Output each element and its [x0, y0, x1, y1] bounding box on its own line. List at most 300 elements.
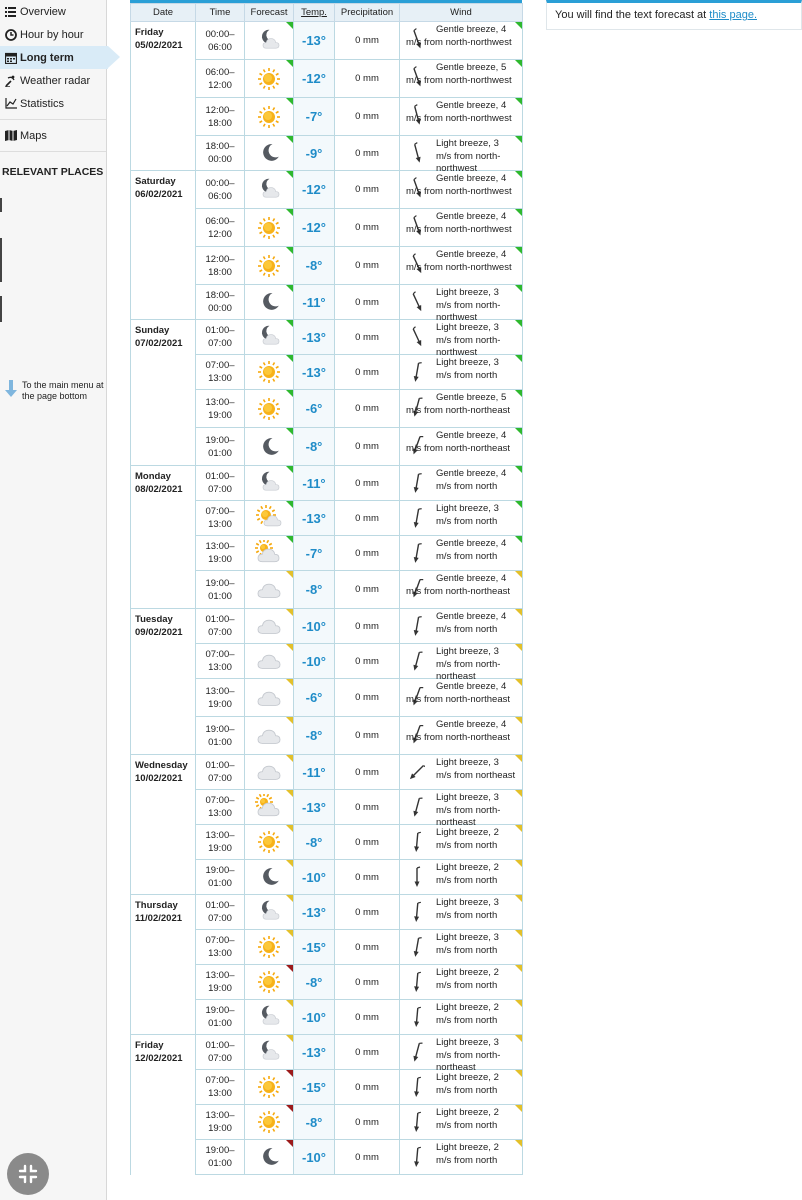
day-date: 11/02/2021: [135, 913, 183, 924]
temperature-cell: -13°: [294, 895, 335, 930]
wind-description: Gentle breeze, 4 m/s from north-northeast: [406, 681, 511, 705]
forecast-certainty-indicator: [286, 171, 293, 178]
time-start: 00:00–: [205, 177, 235, 189]
time-end: 01:00: [208, 1018, 232, 1029]
sun-icon: [245, 215, 293, 241]
forecast-cell[interactable]: [245, 536, 294, 571]
relevant-place-marker: [0, 238, 2, 282]
forecast-certainty-indicator: [286, 1000, 293, 1007]
time-cell: [196, 571, 245, 609]
day-date: 09/02/2021: [135, 627, 183, 638]
temperature-cell: -8°: [294, 825, 335, 860]
cloud-icon: [245, 648, 293, 674]
header-temp[interactable]: [294, 4, 335, 22]
sidebar-item-label: Long term: [20, 51, 74, 64]
wind-description: Light breeze, 2 m/s from north: [436, 1142, 499, 1166]
wind-certainty-indicator: [515, 22, 522, 29]
table-row: [131, 1035, 523, 1070]
wind-certainty-indicator: [515, 644, 522, 651]
day-date: 10/02/2021: [135, 773, 183, 784]
time-end: 19:00: [208, 409, 232, 421]
forecast-cell[interactable]: [245, 790, 294, 825]
wind-certainty-indicator: [515, 1140, 522, 1147]
partly-cloudy-night-icon: [245, 1004, 293, 1030]
forecast-cell[interactable]: [245, 825, 294, 860]
wind-certainty-indicator: [515, 98, 522, 105]
forecast-certainty-indicator: [286, 355, 293, 362]
time-start: 13:00–: [205, 1110, 235, 1121]
day-name: Sunday: [135, 325, 170, 336]
wind-cell: [400, 355, 523, 390]
day-cell: [131, 895, 196, 1035]
wind-description: Gentle breeze, 4 m/s from north-northwest: [406, 24, 512, 48]
day-cell: [131, 609, 196, 755]
day-cell: [131, 22, 196, 171]
sun-icon: [245, 104, 293, 130]
table-row: [131, 466, 523, 501]
sun-icon: [245, 969, 293, 995]
forecast-certainty-indicator: [286, 466, 293, 473]
precipitation-cell: 0 mm: [335, 571, 400, 609]
wind-certainty-indicator: [515, 895, 522, 902]
wind-certainty-indicator: [515, 609, 522, 616]
sidebar-item-label: Maps: [20, 129, 47, 142]
forecast-cell[interactable]: [245, 1140, 294, 1175]
sun-icon: [245, 829, 293, 855]
day-date: 12/02/2021: [135, 1053, 183, 1064]
time-start: 12:00–: [205, 104, 235, 116]
partly-cloudy-night-icon: [245, 470, 293, 496]
wind-cell: [400, 895, 523, 930]
forecast-certainty-indicator: [286, 536, 293, 543]
sidebar-item-overview[interactable]: [0, 0, 106, 23]
clock-icon: [4, 28, 17, 41]
to-main-menu-text: To the main menu at the page bottom: [22, 380, 104, 401]
forecast-certainty-indicator: [286, 755, 293, 762]
forecast-certainty-indicator: [286, 285, 293, 292]
header-temp-label[interactable]: Temp.: [301, 7, 327, 18]
wind-description: Light breeze, 3 m/s from north-northwest: [436, 322, 501, 358]
forecast-cell[interactable]: [245, 1105, 294, 1140]
temperature-cell: -10°: [294, 1000, 335, 1035]
forecast-cell[interactable]: [245, 679, 294, 717]
precipitation-cell: 0 mm: [335, 98, 400, 136]
wind-cell: [400, 930, 523, 965]
wind-description: Light breeze, 2 m/s from north: [436, 1107, 499, 1131]
time-end: 07:00: [208, 627, 232, 638]
precipitation-cell: 0 mm: [335, 644, 400, 679]
wind-description: Light breeze, 3 m/s from north: [436, 503, 499, 527]
wind-cell: [400, 60, 523, 98]
precipitation-cell: 0 mm: [335, 930, 400, 965]
time-end: 07:00: [208, 484, 232, 495]
partly-cloudy-night-icon: [245, 177, 293, 203]
sun-icon: [245, 253, 293, 279]
forecast-cell[interactable]: [245, 98, 294, 136]
cloud-icon: [245, 723, 293, 749]
partly-cloudy-night-icon: [245, 324, 293, 350]
forecast-certainty-indicator: [286, 22, 293, 29]
precipitation-cell: 0 mm: [335, 679, 400, 717]
forecast-cell[interactable]: [245, 717, 294, 755]
wind-description: Light breeze, 2 m/s from north: [436, 1072, 499, 1096]
wind-description: Gentle breeze, 4 m/s from north: [436, 538, 507, 562]
precipitation-cell: 0 mm: [335, 501, 400, 536]
time-start: 07:00–: [205, 795, 235, 806]
day-date: 06/02/2021: [135, 189, 183, 200]
wind-cell: [400, 965, 523, 1000]
day-cell: [131, 755, 196, 895]
sidebar-item-weather-radar[interactable]: [0, 69, 106, 92]
time-end: 01:00: [208, 447, 232, 459]
time-start: 13:00–: [205, 396, 235, 408]
temperature-cell: -15°: [294, 1070, 335, 1105]
precipitation-cell: 0 mm: [335, 790, 400, 825]
temperature-cell: -8°: [294, 571, 335, 609]
wind-description: Gentle breeze, 4 m/s from north-northwest: [406, 100, 512, 124]
temperature-cell: -11°: [294, 285, 335, 320]
forecast-cell[interactable]: [245, 428, 294, 466]
sidebar-item-hour-by-hour[interactable]: [0, 23, 106, 46]
sidebar-item-label: Weather radar: [20, 74, 91, 87]
wind-description: Light breeze, 3 m/s from north-northwest: [436, 287, 501, 323]
wind-cell: [400, 136, 523, 174]
temperature-cell: -8°: [294, 247, 335, 285]
time-end: 13:00: [208, 373, 232, 384]
time-end: 07:00: [208, 338, 232, 349]
wind-cell: [400, 390, 523, 428]
to-main-menu-link[interactable]: [4, 380, 104, 402]
wind-description: Light breeze, 3 m/s from northeast: [436, 757, 516, 781]
wind-cell: [400, 209, 523, 247]
temperature-cell: -12°: [294, 171, 335, 209]
sun-icon: [245, 359, 293, 385]
wind-cell: [400, 22, 523, 60]
wind-cell: [400, 98, 523, 136]
wind-certainty-indicator: [515, 1035, 522, 1042]
wind-description: Gentle breeze, 5 m/s from north-northwest: [406, 62, 512, 86]
temperature-cell: -8°: [294, 717, 335, 755]
table-row: [131, 171, 523, 209]
time-cell: [196, 644, 245, 679]
forecast-certainty-indicator: [286, 965, 293, 972]
temperature-cell: -15°: [294, 930, 335, 965]
sidebar-item-long-term[interactable]: [0, 46, 108, 69]
time-cell: [196, 536, 245, 571]
forecast-cell[interactable]: [245, 390, 294, 428]
sidebar-item-statistics[interactable]: [0, 92, 106, 115]
forecast-certainty-indicator: [286, 644, 293, 651]
forecast-cell[interactable]: [245, 320, 294, 355]
wind-certainty-indicator: [515, 790, 522, 797]
time-cell: [196, 1140, 245, 1175]
time-end: 12:00: [208, 228, 232, 240]
temperature-cell: -10°: [294, 1140, 335, 1175]
time-end: 18:00: [208, 117, 232, 129]
temperature-cell: -13°: [294, 355, 335, 390]
forecast-cell[interactable]: [245, 285, 294, 320]
wind-description: Gentle breeze, 4 m/s from north-northwest: [406, 173, 512, 197]
day-cell: [131, 171, 196, 320]
time-end: 13:00: [208, 808, 232, 819]
relevant-place-marker: [0, 296, 2, 322]
wind-description: Gentle breeze, 4 m/s from north-northeast: [406, 430, 511, 454]
temperature-cell: -8°: [294, 965, 335, 1000]
day-cell: [131, 466, 196, 609]
wind-description: Light breeze, 3 m/s from north: [436, 357, 499, 381]
wind-cell: [400, 790, 523, 828]
time-start: 18:00–: [205, 290, 235, 301]
wind-certainty-indicator: [515, 965, 522, 972]
time-end: 01:00: [208, 590, 232, 602]
time-cell: [196, 1105, 245, 1140]
time-cell: [196, 171, 245, 209]
partly-cloudy-day-icon: [245, 505, 293, 531]
sidebar-item-maps[interactable]: [0, 124, 106, 147]
day-date: 08/02/2021: [135, 484, 183, 495]
precipitation-cell: 0 mm: [335, 428, 400, 466]
forecast-cell[interactable]: [245, 22, 294, 60]
time-cell: [196, 825, 245, 860]
time-cell: [196, 355, 245, 390]
forecast-certainty-indicator: [286, 60, 293, 67]
wind-description: Light breeze, 2 m/s from north: [436, 862, 499, 886]
precipitation-cell: 0 mm: [335, 860, 400, 895]
forecast-cell[interactable]: [245, 501, 294, 536]
forecast-certainty-indicator: [286, 136, 293, 143]
precipitation-cell: 0 mm: [335, 825, 400, 860]
time-end: 12:00: [208, 79, 232, 91]
temperature-cell: -12°: [294, 60, 335, 98]
wind-description: Light breeze, 2 m/s from north: [436, 967, 499, 991]
time-end: 06:00: [208, 190, 232, 202]
partly-cloudy-night-icon: [245, 899, 293, 925]
wind-certainty-indicator: [515, 679, 522, 686]
temperature-cell: -8°: [294, 1105, 335, 1140]
time-start: 06:00–: [205, 66, 235, 78]
forecast-cell[interactable]: [245, 247, 294, 285]
forecast-certainty-indicator: [286, 717, 293, 724]
time-start: 13:00–: [205, 970, 235, 981]
time-cell: [196, 679, 245, 717]
forecast-cell[interactable]: [245, 136, 294, 171]
wind-certainty-indicator: [515, 320, 522, 327]
wind-certainty-indicator: [515, 860, 522, 867]
forecast-certainty-indicator: [286, 1035, 293, 1042]
temperature-cell: -11°: [294, 466, 335, 501]
partly-cloudy-night-icon: [245, 28, 293, 54]
time-end: 01:00: [208, 736, 232, 748]
time-cell: [196, 965, 245, 1000]
wind-description: Light breeze, 3 m/s from north-northeast: [436, 792, 501, 828]
forecast-certainty-indicator: [286, 209, 293, 216]
forecast-cell[interactable]: [245, 930, 294, 965]
wind-certainty-indicator: [515, 285, 522, 292]
precipitation-cell: 0 mm: [335, 609, 400, 644]
wind-cell: [400, 679, 523, 717]
forecast-cell[interactable]: [245, 209, 294, 247]
time-start: 19:00–: [205, 865, 235, 876]
sidebar-divider: [0, 151, 106, 152]
precipitation-cell: 0 mm: [335, 320, 400, 355]
forecast-cell[interactable]: [245, 60, 294, 98]
wind-cell: [400, 644, 523, 682]
time-start: 01:00–: [205, 614, 235, 625]
time-start: 07:00–: [205, 1075, 235, 1086]
forecast-certainty-indicator: [286, 501, 293, 508]
wind-description: Gentle breeze, 4 m/s from north-northeast: [406, 573, 511, 597]
day-date: 07/02/2021: [135, 338, 183, 349]
time-start: 06:00–: [205, 215, 235, 227]
sidebar: [0, 0, 107, 1200]
time-start: 13:00–: [205, 541, 235, 552]
time-start: 07:00–: [205, 649, 235, 660]
time-start: 13:00–: [205, 830, 235, 841]
time-cell: [196, 98, 245, 136]
time-end: 01:00: [208, 1158, 232, 1169]
precipitation-cell: 0 mm: [335, 755, 400, 790]
forecast-certainty-indicator: [286, 895, 293, 902]
forecast-certainty-indicator: [286, 1105, 293, 1112]
wind-certainty-indicator: [515, 428, 522, 435]
precipitation-cell: 0 mm: [335, 171, 400, 209]
temperature-cell: -10°: [294, 644, 335, 679]
wind-certainty-indicator: [515, 825, 522, 832]
wind-description: Gentle breeze, 4 m/s from north-northeast: [406, 719, 511, 743]
wind-cell: [400, 1105, 523, 1140]
forecast-certainty-indicator: [286, 930, 293, 937]
wind-certainty-indicator: [515, 247, 522, 254]
time-end: 00:00: [208, 154, 232, 165]
time-cell: [196, 320, 245, 355]
sun-icon: [245, 1074, 293, 1100]
table-row: [131, 609, 523, 644]
time-start: 19:00–: [205, 1005, 235, 1016]
wind-cell: [400, 1070, 523, 1105]
wind-description: Light breeze, 2 m/s from north: [436, 827, 499, 851]
wind-certainty-indicator: [515, 466, 522, 473]
forecast-cell[interactable]: [245, 860, 294, 895]
precipitation-cell: 0 mm: [335, 209, 400, 247]
time-end: 00:00: [208, 303, 232, 314]
time-end: 19:00: [208, 983, 232, 994]
table-row: [131, 320, 523, 355]
wind-description: Gentle breeze, 4 m/s from north: [436, 468, 507, 492]
time-cell: [196, 466, 245, 501]
temperature-cell: -13°: [294, 790, 335, 825]
forecast-cell[interactable]: [245, 965, 294, 1000]
wind-cell: [400, 1035, 523, 1073]
moon-icon: [245, 864, 293, 890]
time-end: 19:00: [208, 554, 232, 565]
forecast-cell[interactable]: [245, 355, 294, 390]
sidebar-item-label: Hour by hour: [20, 28, 84, 41]
forecast-cell[interactable]: [245, 755, 294, 790]
sidebar-item-label: Overview: [20, 5, 66, 18]
wind-cell: [400, 466, 523, 501]
precipitation-cell: 0 mm: [335, 390, 400, 428]
precipitation-cell: 0 mm: [335, 1035, 400, 1070]
table-row: [131, 755, 523, 790]
forecast-cell[interactable]: [245, 466, 294, 501]
time-start: 18:00–: [205, 141, 235, 152]
table-row: [131, 895, 523, 930]
time-start: 01:00–: [205, 760, 235, 771]
forecast-certainty-indicator: [286, 790, 293, 797]
time-cell: [196, 717, 245, 755]
table-header-row: [131, 4, 523, 22]
precipitation-cell: 0 mm: [335, 1070, 400, 1105]
temperature-cell: -10°: [294, 860, 335, 895]
wind-description: Light breeze, 3 m/s from north-northwest: [436, 138, 501, 174]
time-end: 19:00: [208, 1123, 232, 1134]
time-cell: [196, 428, 245, 466]
forecast-cell[interactable]: [245, 1035, 294, 1070]
time-end: 18:00: [208, 266, 232, 278]
precipitation-cell: 0 mm: [335, 355, 400, 390]
wind-description: Gentle breeze, 5 m/s from north-northeast: [406, 392, 511, 416]
day-name: Tuesday: [135, 614, 173, 625]
wind-description: Gentle breeze, 4 m/s from north-northwest: [406, 211, 512, 235]
cloud-icon: [245, 577, 293, 603]
forecast-certainty-indicator: [286, 609, 293, 616]
temperature-cell: -9°: [294, 136, 335, 171]
time-cell: [196, 22, 245, 60]
time-cell: [196, 860, 245, 895]
precipitation-cell: 0 mm: [335, 895, 400, 930]
time-end: 13:00: [208, 1088, 232, 1099]
header-precipitation: Precipitation: [335, 4, 400, 22]
forecast-cell[interactable]: [245, 171, 294, 209]
moon-icon: [245, 1144, 293, 1170]
cloud-sun-icon: [245, 794, 293, 820]
forecast-cell[interactable]: [245, 895, 294, 930]
forecast-certainty-indicator: [286, 320, 293, 327]
long-term-forecast-table-container: [130, 0, 522, 1175]
forecast-certainty-indicator: [286, 1140, 293, 1147]
wind-certainty-indicator: [515, 536, 522, 543]
precipitation-cell: 0 mm: [335, 60, 400, 98]
forecast-cell[interactable]: [245, 609, 294, 644]
precipitation-cell: 0 mm: [335, 717, 400, 755]
wind-description: Light breeze, 2 m/s from north: [436, 1002, 499, 1026]
temperature-cell: -13°: [294, 22, 335, 60]
time-end: 07:00: [208, 773, 232, 784]
time-start: 19:00–: [205, 434, 235, 446]
time-start: 19:00–: [205, 723, 235, 735]
time-start: 19:00–: [205, 577, 235, 589]
text-forecast-link[interactable]: this page.: [709, 9, 757, 21]
precipitation-cell: 0 mm: [335, 22, 400, 60]
time-cell: [196, 285, 245, 320]
wind-certainty-indicator: [515, 1000, 522, 1007]
forecast-cell[interactable]: [245, 1070, 294, 1105]
time-end: 13:00: [208, 948, 232, 959]
forecast-cell[interactable]: [245, 1000, 294, 1035]
time-end: 13:00: [208, 662, 232, 673]
time-end: 19:00: [208, 698, 232, 710]
relevant-place-marker: [0, 198, 2, 212]
time-cell: [196, 501, 245, 536]
forecast-cell[interactable]: [245, 644, 294, 679]
collapse-button[interactable]: [7, 1153, 49, 1195]
chart-icon: [4, 97, 17, 110]
time-cell: [196, 755, 245, 790]
time-start: 19:00–: [205, 1145, 235, 1156]
forecast-cell[interactable]: [245, 571, 294, 609]
time-end: 06:00: [208, 41, 232, 53]
temperature-cell: -13°: [294, 1035, 335, 1070]
